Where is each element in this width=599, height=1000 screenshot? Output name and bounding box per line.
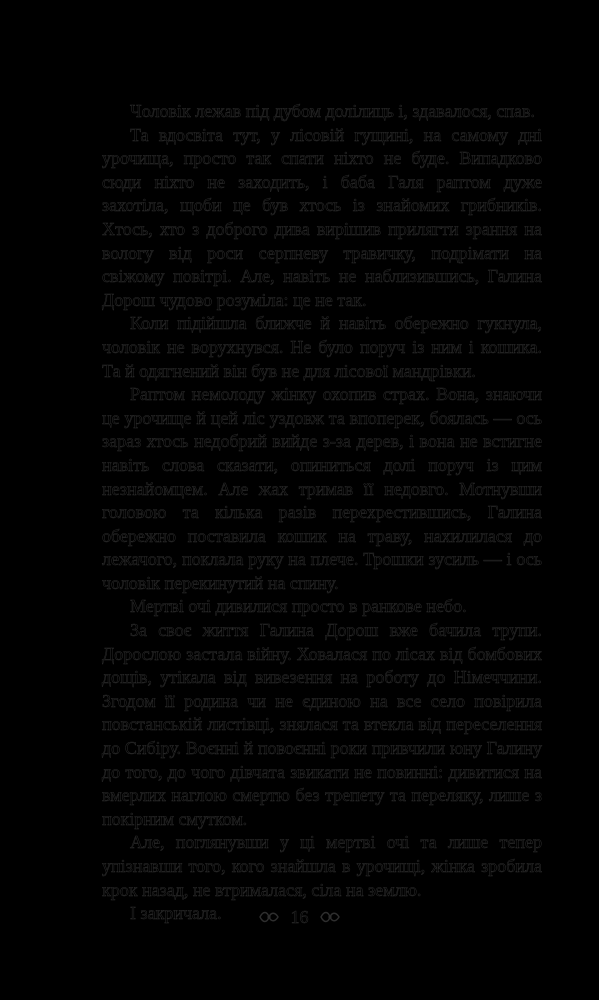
paragraph: Раптом немолоду жінку охопив страх. Вона, знаючи це урочище й цей ліс уздовж та впоперек, боялась — ось зараз хтось недобрий вийде з-за дерев, і вона не встигне навіть слова сказати, опиниться долі поруч із цим незнайомцем. Але жах тримав її недовго. Мотнувши головою та кілька разів перехрестившись, Галина обережно поставила кошик на траву, нахилилася до лежачого, поклала руку на плече. Трошки зусиль — і ось чоловік перекинутий на спину. [102,384,542,593]
paragraph: Чоловік лежав під дубом долілиць і, здавалося, спав. [130,101,536,121]
fleuron-right-icon [319,910,341,924]
page-number: 16 [290,906,309,927]
paragraph: Але, поглянувши у ці мертві очі та лише тепер упізнавши того, кого знайшла в урочищі, жінка зробила крок назад, не втрималася, сіла на землю. [102,832,542,900]
body-text [102,100,542,926]
paragraph: Коли підійшла ближче й навіть обережно гукнула, чоловік не ворухнувся. Не було поруч із ним і кошика. Та й одягнений він був не для лісової мандрівки. [102,313,542,381]
paragraph: І закричала. [130,903,222,924]
paragraph: За своє життя Галина Дорош вже бачила трупи. Дорослою застала війну. Ховалася по лісах від бомбових дощів, утікала від вивезення на роботу до Німеччини. Згодом її родина чи не єдиною на все село повірила повстанській листівці, знялася та втекла від переселення до Сибіру. Воєнні й повоєнні роки привчили юну Галину до того, до чого дівчата звикати не повинні: дивитися на вмерлих наглою смертю без трепету та переляку, лише з покірним смутком. [102,620,542,829]
paragraph: Та вдосвіта тут, у лісовій гущині, на самому дні урочища, просто так спати ніхто не буде. Випадково сюди ніхто не заходить, і баба Галя раптом дуже захотіла, щоби це був хтось із знайомих грибників. Хтось, хто з доброго дива вирішив прилягти зрання на вологу від роси серпневу травичку, подрімати на свіжому повітрі. Але, навіть не наблизившись, Галина Дорош чудово розуміла: це не так. [102,124,542,310]
fleuron-left-icon [258,910,280,924]
page-footer [0,904,599,928]
paragraph: Мертві очі дивилися просто в ранкове небо. [130,596,467,617]
